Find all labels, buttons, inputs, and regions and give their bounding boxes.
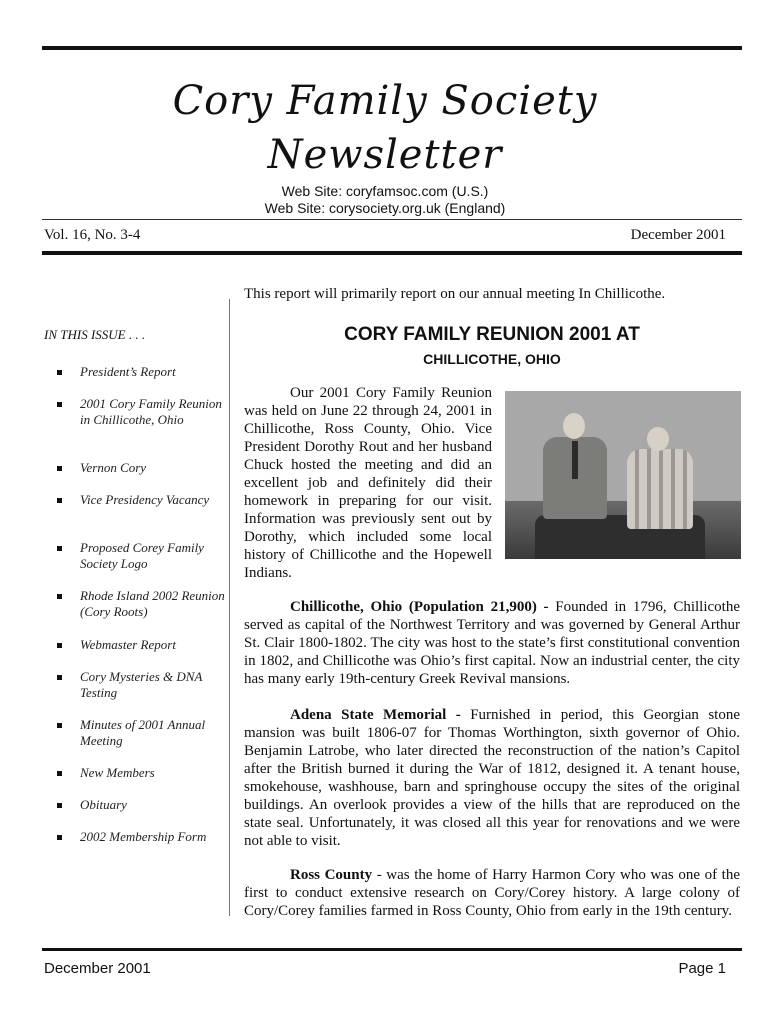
newsletter-title-line1: Cory Family Society — [172, 78, 598, 124]
photo-woman-head — [647, 427, 669, 451]
masthead-divider — [42, 219, 742, 220]
paragraph-chillicothe — [244, 598, 740, 688]
chillicothe-text: Founded in 1796, Chillicothe served as capital of the Northwest Territory and was governed by General Arthur St. Clair 1800-1802. The city was host to the state’s first constitutional convention in 1802, and Chillicothe was Ohio’s first capital. Now an industrial center, the city has many early 19th-century Greek Revival mansions. — [244, 599, 740, 687]
photo-woman — [627, 449, 693, 529]
paragraph-ross-county — [244, 866, 740, 920]
paragraph-reunion: Our 2001 Cory Family Reunion was held on June 22 through 24, 2001 in Chillicothe, Ross County, Ohio. Vice President Dorothy Rout and her husband Chuck hosted the meeting and did an excellent job and definitely did their homework in preparing for our visit. Information was previously sent out by Dorothy, which included some local history of Chillicothe and the Hopewell Indians. — [244, 385, 492, 581]
photo-background — [505, 391, 741, 501]
bullet-icon — [57, 370, 62, 375]
ross-county-lead: Ross County — [290, 867, 373, 883]
photo-tie — [572, 441, 578, 479]
adena-text: Furnished in period, this Georgian stone mansion was built 1806-07 for Thomas Worthington, sixth governor of Ohio. Benjamin Latrobe, who later directed the reconstruction of the nation’s Capitol after the British burned it during the War of 1812, designed it. A tenant house, smokehouse, washhouse, barn and springhouse occupy the sites of the original buildings. An overlook provides a view of the hills that are reproduced on the state seal. Unfortunately, it was closed all this year for renovations and we were not able to visit. — [244, 707, 740, 849]
bullet-icon — [57, 546, 62, 551]
footer-date: December 2001 — [44, 960, 151, 977]
bullet-icon — [57, 594, 62, 599]
masthead-bottom-rule — [42, 251, 742, 255]
website-us-link[interactable]: Web Site: coryfamsoc.com (U.S.) — [281, 183, 489, 199]
footer-rule — [42, 948, 742, 951]
bullet-icon — [57, 402, 62, 407]
bullet-icon — [57, 803, 62, 808]
page-number: Page 1 — [678, 960, 726, 977]
paragraph-adena — [244, 706, 740, 850]
volume-number: Vol. 16, No. 3-4 — [44, 227, 141, 243]
article-subheadline: CHILLICOTHE, OHIO — [423, 351, 561, 367]
article-headline: CORY FAMILY REUNION 2001 AT — [344, 324, 640, 345]
photo-man-head — [563, 413, 585, 439]
bullet-icon — [57, 675, 62, 680]
bullet-icon — [57, 466, 62, 471]
issue-date: December 2001 — [630, 227, 726, 243]
intro-text: This report will primarily report on our annual meeting In Chillicothe. — [244, 286, 666, 302]
chillicothe-lead: Chillicothe, Ohio (Population 21,900) - — [290, 599, 549, 615]
bullet-icon — [57, 771, 62, 776]
adena-lead: Adena State Memorial - — [290, 707, 461, 723]
reunion-photo — [505, 391, 741, 559]
bullet-icon — [57, 723, 62, 728]
website-uk-link[interactable]: Web Site: corysociety.org.uk (England) — [264, 200, 506, 216]
bullet-icon — [57, 498, 62, 503]
bullet-icon — [57, 643, 62, 648]
ross-county-text: - was the home of Harry Harmon Cory who was one of the first to conduct extensive research on Cory/Corey history. A large colony of Cory/Corey families farmed in Ross County, Ohio from early in the 19th century. — [244, 867, 740, 919]
bullet-icon — [57, 835, 62, 840]
in-this-issue-heading: IN THIS ISSUE . . . — [44, 327, 146, 342]
newsletter-title-line2: Newsletter — [267, 132, 503, 178]
top-rule — [42, 46, 742, 50]
